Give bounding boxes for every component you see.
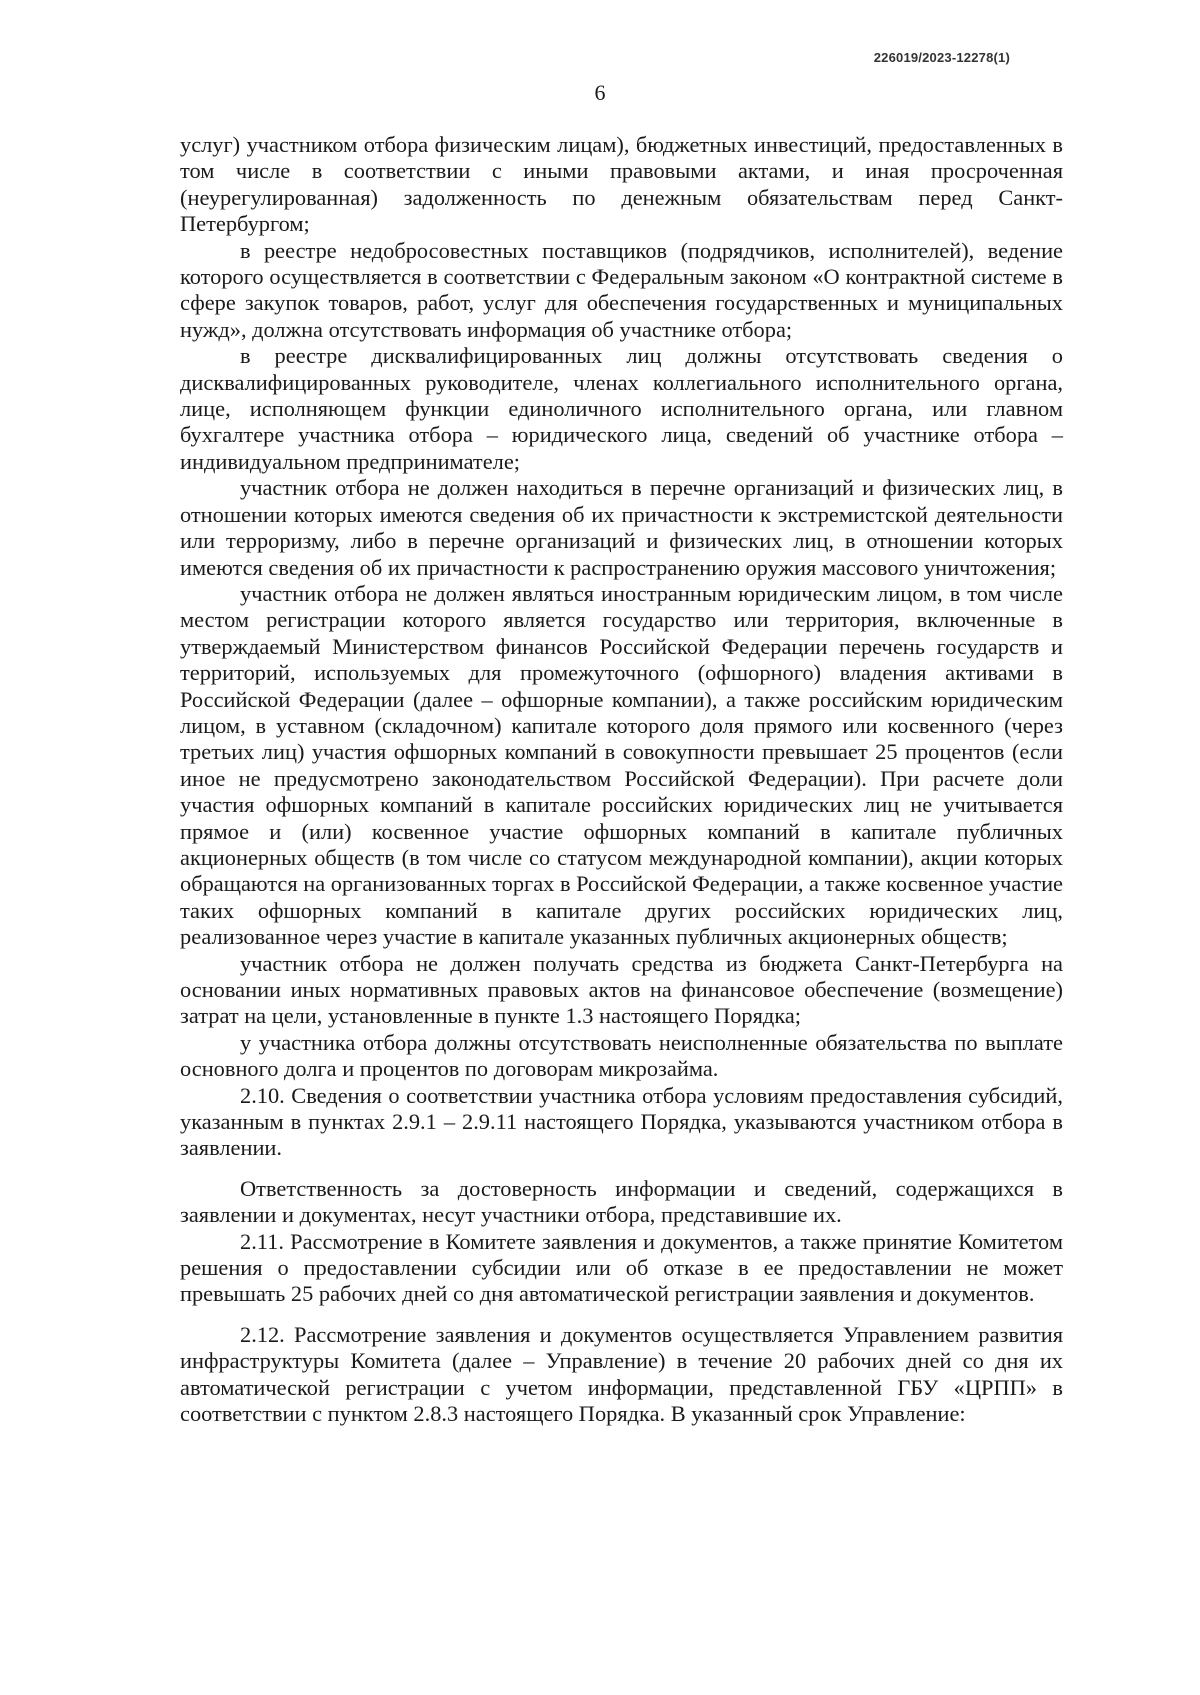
- paragraph-2-10: 2.10. Сведения о соответствии участника отбора условиям предоставления субсидий, указанным в пунктах 2.9.1 – 2.9.11 настоящего Порядка, указываются участником отбора в заявлении.: [180, 1082, 1063, 1161]
- paragraph-2-12: 2.12. Рассмотрение заявления и документов осуществляется Управлением развития инфраструктуры Комитета (далее – Управление) в течение 20 рабочих дней со дня их автоматической регистрации с учетом информации, представленной ГБУ «ЦРПП» в соответствии с пунктом 2.8.3 настоящего Порядка. В указанный срок Управление:: [180, 1321, 1063, 1427]
- paragraph-2-11: 2.11. Рассмотрение в Комитете заявления и документов, а также принятие Комитетом решения о предоставлении субсидии или об отказе в ее предоставлении не может превышать 25 рабочих дней со дня автоматической регистрации заявления и документов.: [180, 1228, 1063, 1307]
- paragraph-extremism-list: участник отбора не должен находиться в перечне организаций и физических лиц, в отношении которых имеются сведения об их причастности к экстремистской деятельности или терроризму, либо в перечне организаций и физических лиц, в отношении которых имеются сведения об их причастности к распространению оружия массового уничтожения;: [180, 475, 1063, 580]
- document-body: [180, 132, 1063, 1428]
- paragraph-disqualified-persons-registry: в реестре дисквалифицированных лиц должны отсутствовать сведения о дисквалифицированных руководителе, членах коллегиального исполнительного органа, лице, исполняющем функции единоличного исполнительного органа, или главном бухгалтере участника отбора – юридического лица, сведений об участнике отбора – индивидуальном предпринимателе;: [180, 343, 1063, 474]
- page-number: 6: [594, 80, 606, 105]
- paragraph-responsibility: Ответственность за достоверность информации и сведений, содержащихся в заявлении и документах, несут участники отбора, представившие их.: [180, 1175, 1063, 1228]
- paragraph-microloans: у участника отбора должны отсутствовать неисполненные обязательства по выплате основного долга и процентов по договорам микрозайма.: [180, 1029, 1063, 1082]
- paragraph-continuation: услуг) участником отбора физическим лицам), бюджетных инвестиций, предоставленных в том числе в соответствии с иными правовыми актами, и иная просроченная (неурегулированная) задолженность по денежным обязательствам перед Санкт-Петербургом;: [180, 132, 1063, 237]
- paragraph-budget-funds: участник отбора не должен получать средства из бюджета Санкт-Петербурга на основании иных нормативных правовых актов на финансовое обеспечение (возмещение) затрат на цели, установленные в пункте 1.3 настоящего Порядка;: [180, 950, 1063, 1029]
- document-registration-number: 226019/2023-12278(1): [873, 50, 1010, 65]
- paragraph-offshore-companies: участник отбора не должен являться иностранным юридическим лицом, в том числе местом регистрации которого является государство или территория, включенные в утверждаемый Министерством финансов Российской Федерации перечень государств и территорий, используемых для промежуточного (офшорного) владения активами в Российской Федерации (далее – офшорные компании), а также российским юридическим лицом, в уставном (складочном) капитале которого доля прямого или косвенного (через третьих лиц) участия офшорных компаний в совокупности превышает 25 процентов (если иное не предусмотрено законодательством Российской Федерации). При расчете доли участия офшорных компаний в капитале российских юридических лиц не учитывается прямое и (или) косвенное участие офшорных компаний в капитале публичных акционерных обществ (в том числе со статусом международной компании), акции которых обращаются на организованных торгах в Российской Федерации, а также косвенное участие таких офшорных компаний в капитале других российских юридических лиц, реализованное через участие в капитале указанных публичных акционерных обществ;: [180, 580, 1063, 950]
- paragraph-unfair-suppliers-registry: в реестре недобросовестных поставщиков (подрядчиков, исполнителей), ведение которого осуществляется в соответствии с Федеральным законом «О контрактной системе в сфере закупок товаров, работ, услуг для обеспечения государственных и муниципальных нужд», должна отсутствовать информация об участнике отбора;: [180, 237, 1063, 342]
